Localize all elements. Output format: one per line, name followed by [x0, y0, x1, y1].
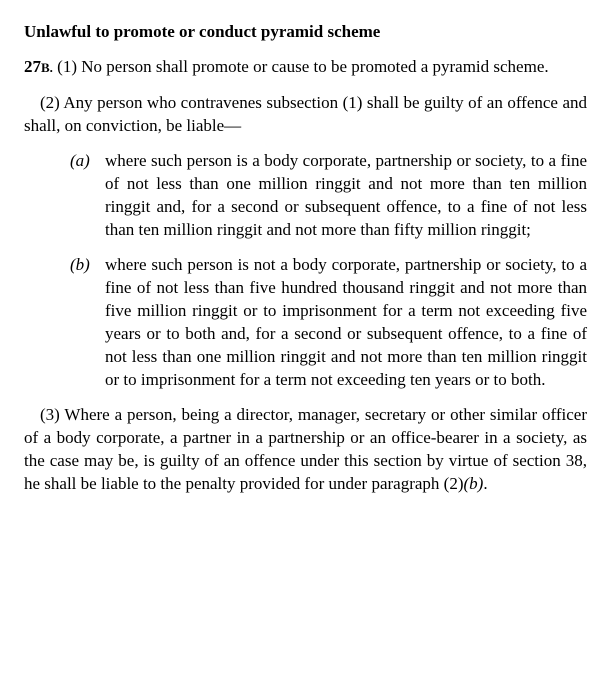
paragraph-a-label: (a)	[70, 151, 90, 170]
section-number-suffix: B.	[41, 60, 53, 75]
section-number-main: 27	[24, 57, 41, 76]
subsection-1-text: (1) No person shall promote or cause to be promoted a pyramid scheme.	[57, 57, 549, 76]
paragraph-b	[24, 253, 587, 391]
paragraph-b-text: where such person is not a body corporate, partnership or society, to a fine of not less than five hundred thousand ringgit and not more than five million ringgit or to imprisonment for a term not exceeding five years or to both and, for a second or subsequent offence, to a fine of not less than one million ringgit and not more than ten million ringgit or to imprisonment for a term not exceeding ten years or to both.	[105, 255, 587, 389]
section-number	[24, 57, 53, 76]
section-heading: Unlawful to promote or conduct pyramid scheme	[24, 22, 381, 41]
paragraph-b-label: (b)	[70, 255, 90, 274]
subsection-3-end: .	[483, 474, 488, 493]
subsection-2: (2) Any person who contravenes subsection (1) shall be guilty of an offence and shall, on conviction, be liable—	[24, 93, 587, 135]
subsection-3-text: (3) Where a person, being a director, manager, secretary or other similar officer of a body corporate, a partner in a partnership or an office-bearer in a society, as the case may be, is guilty of an offence under this section by virtue of section 38, he shall be liable to the penalty provided for under paragraph (2)	[24, 405, 587, 493]
paragraph-a-text: where such person is a body corporate, partnership or society, to a fine of not less than one million ringgit and not more than ten million ringgit and, for a second or subsequent offence, to a fine of not less than ten million ringgit and not more than fifty million ringgit;	[105, 151, 587, 239]
paragraph-a	[24, 149, 587, 241]
subsection-3-ref: (b)	[463, 474, 484, 493]
subsection-3	[24, 403, 587, 495]
subsection-1	[24, 55, 587, 79]
